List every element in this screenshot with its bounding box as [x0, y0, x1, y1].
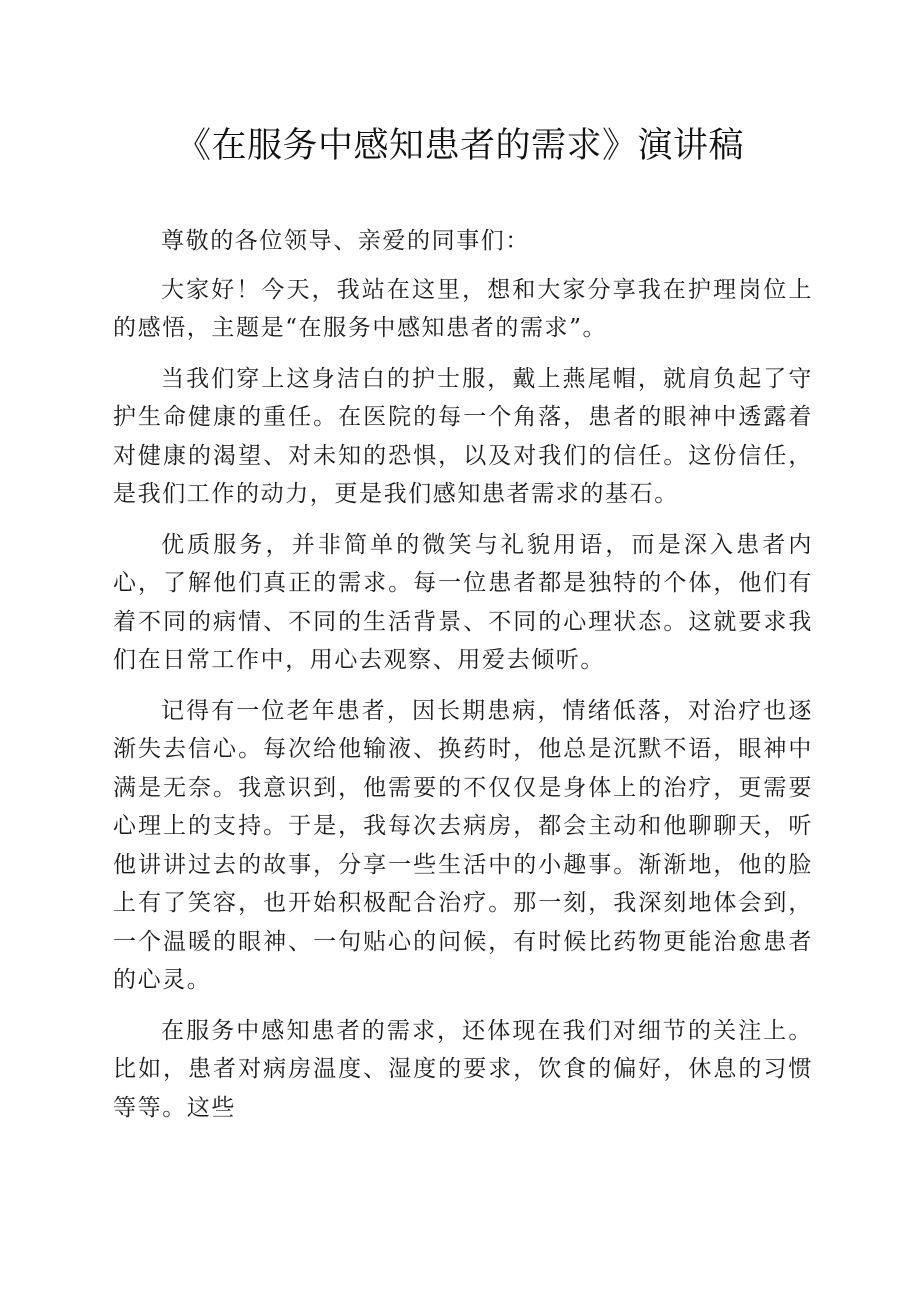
document-body [113, 222, 813, 1127]
paragraph-attention-to-detail: 在服务中感知患者的需求，还体现在我们对细节的关注上。比如，患者对病房温度、湿度的要求，饮食的偏好，休息的习惯等等。这些 [113, 1017, 813, 1121]
paragraph-elderly-patient-story: 记得有一位老年患者，因长期患病，情绪低落，对治疗也逐渐失去信心。每次给他输液、换药时，他总是沉默不语，眼神中满是无奈。我意识到，他需要的不仅仅是身体上的治疗，更需要心理上的支持。于是，我每次去病房，都会主动和他聊聊天，听他讲讲过去的故事，分享一些生活中的小趣事。渐渐地，他的脸上有了笑容，也开始积极配合治疗。那一刻，我深刻地体会到，一个温暖的眼神、一句贴心的问候，有时候比药物更能治愈患者的心灵。 [113, 697, 813, 993]
paragraph-quality-service: 优质服务，并非简单的微笑与礼貌用语，而是深入患者内心，了解他们真正的需求。每一位患者都是独特的个体，他们有着不同的病情、不同的生活背景、不同的心理状态。这就要求我们在日常工作中，用心去观察、用爱去倾听。 [113, 531, 813, 673]
paragraph-salutation: 尊敬的各位领导、亲爱的同事们： [161, 228, 530, 254]
paragraph-nurse-duty: 当我们穿上这身洁白的护士服，戴上燕尾帽，就肩负起了守护生命健康的重任。在医院的每一个角落，患者的眼神中透露着对健康的渴望、对未知的恐惧，以及对我们的信任。这份信任，是我们工作的动力，更是我们感知患者需求的基石。 [113, 365, 813, 507]
document-title: 《在服务中感知患者的需求》演讲稿 [175, 126, 744, 166]
paragraph-greeting: 大家好！今天，我站在这里，想和大家分享我在护理岗位上的感悟，主题是“在服务中感知患者的需求”。 [113, 276, 813, 341]
